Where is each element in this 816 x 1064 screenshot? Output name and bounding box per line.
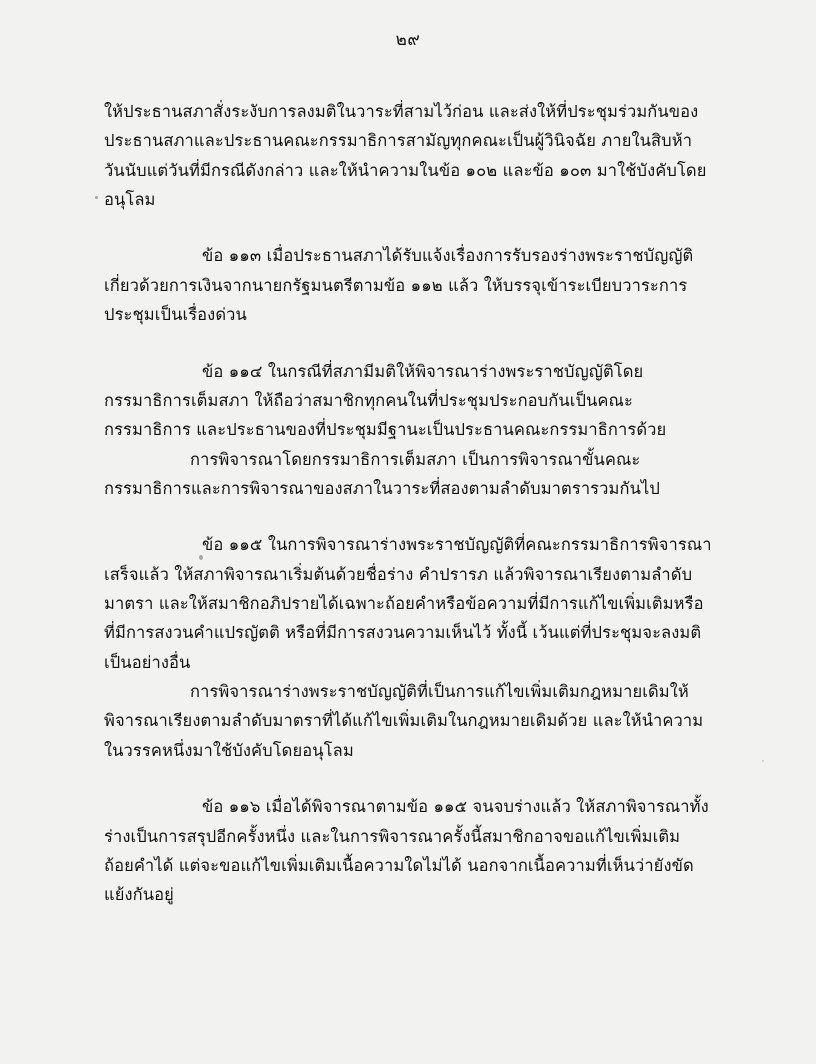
paragraph-gap [104,330,712,357]
paragraph-gap [104,214,712,241]
paragraph-gap [104,503,712,530]
paragraph-clause-115: ข้อ ๑๑๕ ในการพิจารณาร่างพระราชบัญญัติที่คณะกรรมาธิการพิจารณาเสร็จแล้ว ให้สภาพิจารณาเริ่มต้นด้วยชื่อร่าง คำปรารภ แล้วพิจารณาเรียงตามลำดับมาตรา และให้สมาชิกอภิปรายได้เฉพาะถ้อยคำหรือข้อความที่มีการแก้ไขเพิ่มเติมหรือที่มีการสงวนคำแปรญัตติ หรือที่มีการสงวนความเห็นไว้ ทั้งนี้ เว้นแต่ที่ประชุมจะลงมติเป็นอย่างอื่น [104,535,712,672]
paragraph-clause-114: ข้อ ๑๑๔ ในกรณีที่สภามีมติให้พิจารณาร่างพระราชบัญญัติโดยกรรมาธิการเต็มสภา ให้ถือว่าสมาชิกทุกคนในที่ประชุมประกอบกันเป็นคณะกรรมาธิการ และประธานของที่ประชุมมีฐานะเป็นประธานคณะกรรมาธิการด้วย [104,361,667,440]
document-body [104,97,712,910]
scan-speck [762,760,764,762]
paragraph-clause-115-second: การพิจารณาร่างพระราชบัญญัติที่เป็นการแก้ไขเพิ่มเติมกฎหมายเดิมให้พิจารณาเรียงตามลำดับมาตราที่ได้แก้ไขเพิ่มเติมในกฎหมายเดิมด้วย และให้นำความในวรรคหนึ่งมาใช้บังคับโดยอนุโลม [104,682,704,760]
paragraph-clause-114-second: การพิจารณาโดยกรรมาธิการเต็มสภา เป็นการพิจารณาขั้นคณะกรรมาธิการและการพิจารณาของสภาในวาระที่สองตามลำดับมาตรารวมกันไป [104,449,660,498]
scan-speck [95,196,98,199]
paragraph-intro: ให้ประธานสภาสั่งระงับการลงมติในวาระที่สามไว้ก่อน และส่งให้ที่ประชุมร่วมกันของประธานสภาและประธานคณะกรรมาธิการสามัญทุกคณะเป็นผู้วินิจฉัย ภายในสิบห้าวันนับแต่วันที่มีกรณีดังกล่าว และให้นำความในข้อ ๑๐๒ และข้อ ๑๐๓ มาใช้บังคับโดยอนุโลม [104,102,707,210]
page-number: ๒๙ [395,30,421,50]
paragraph-clause-113: ข้อ ๑๑๓ เมื่อประธานสภาได้รับแจ้งเรื่องการรับรองร่างพระราชบัญญัติเกี่ยวด้วยการเงินจากนายกรัฐมนตรีตามข้อ ๑๑๒ แล้ว ให้บรรจุเข้าระเบียบวาระการประชุมเป็นเรื่องด่วน [104,246,694,325]
paragraph-clause-116: ข้อ ๑๑๖ เมื่อได้พิจารณาตามข้อ ๑๑๕ จนจบร่างแล้ว ให้สภาพิจารณาทั้งร่างเป็นการสรุปอีกครั้งหนึ่ง และในการพิจารณาครั้งนี้สมาชิกอาจขอแก้ไขเพิ่มเติมถ้อยคำได้ แต่จะขอแก้ไขเพิ่มเติมเนื้อความใดไม่ได้ นอกจากเนื้อความที่เห็นว่ายังขัดแย้งกันอยู่ [104,797,709,905]
scan-speck [199,555,203,560]
paragraph-gap [104,765,712,792]
